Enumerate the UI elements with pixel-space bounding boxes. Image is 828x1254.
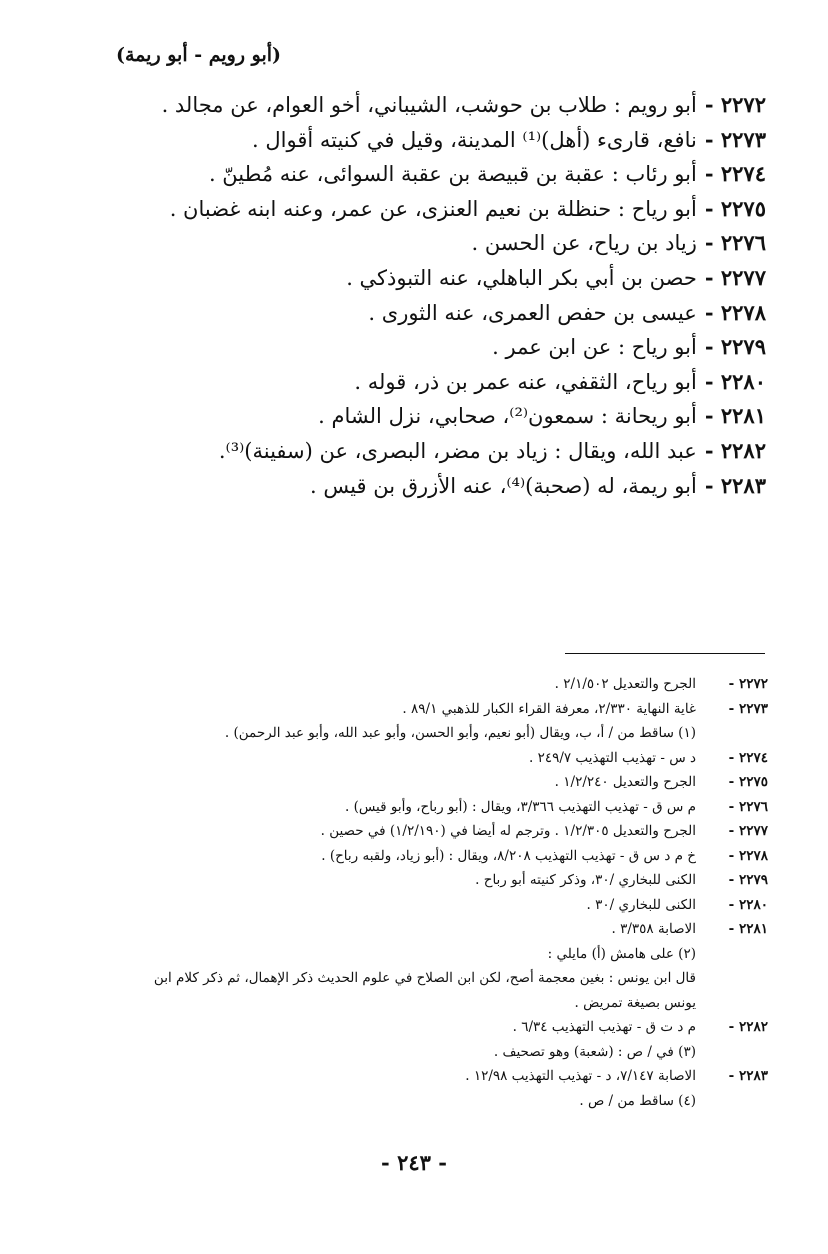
- footnote-row: [108, 819, 768, 844]
- footnote-row: [108, 942, 768, 967]
- footnote-text: خ م د س ق - تهذيب التهذيب ٨/٢٠٨، ويقال : (أبو زياد، ولقبه رباح) .: [321, 847, 696, 864]
- footnote-number: ٢٢٧٢ -: [728, 676, 768, 692]
- entry-number: ٢٢٨٢ -: [704, 437, 766, 463]
- footnote-row: [108, 721, 768, 746]
- footnote-row: [108, 917, 768, 942]
- footnote-row: [108, 966, 768, 991]
- entry-number: ٢٢٨١ -: [704, 403, 766, 429]
- entry-text: أبو ريمة، له (صحبة)⁽⁴⁾، عنه الأزرق بن قيس .: [310, 473, 697, 498]
- entry: [90, 365, 766, 400]
- footnotes: [108, 672, 768, 1113]
- footnote-text: م د ت ق - تهذيب التهذيب ٦/٣٤ .: [512, 1019, 696, 1035]
- footnote-text: الكنى للبخاري /٣٠، وذكر كنيته أبو رباح .: [475, 872, 696, 888]
- footnote-row: [108, 1089, 768, 1114]
- entry-text: أبو رياح : حنظلة بن نعيم العنزى، عن عمر، وعنه ابنه غضبان .: [169, 196, 697, 221]
- footnote-row: [108, 746, 768, 771]
- footnote-text: الاصابة ٣/٣٥٨ .: [611, 921, 696, 937]
- footnote-text: الجرح والتعديل ٢/١/٥٠٢ .: [554, 676, 696, 692]
- footnote-text: (٢) على هامش (أ) مايلي :: [547, 945, 696, 962]
- entry-text: حصن بن أبي بكر الباهلي، عنه التبوذكي .: [346, 265, 697, 290]
- entry-text: أبو رياح، الثقفي، عنه عمر بن ذر، قوله .: [354, 369, 697, 394]
- footnote-text: الكنى للبخاري /٣٠ .: [586, 896, 696, 913]
- entry: [90, 157, 766, 192]
- entry-number: ٢٢٧٧ -: [704, 264, 766, 290]
- footnote-text: غاية النهاية ٢/٣٣٠، معرفة القراء الكبار للذهبي ٨٩/١ .: [402, 700, 696, 717]
- footnote-number: ٢٢٧٧ -: [728, 823, 768, 839]
- footnote-text: (٣) في / ص : (شعبة) وهو تصحيف .: [493, 1043, 696, 1060]
- footnote-row: [108, 672, 768, 697]
- entry-text: زياد بن رياح، عن الحسن .: [471, 231, 697, 256]
- entry-text: أبو رئاب : عقبة بن قبيصة بن عقبة السوائى، عنه مُطينّ .: [208, 162, 697, 187]
- entry-number: ٢٢٨٣ -: [704, 472, 766, 498]
- entry-number: ٢٢٧٣ -: [704, 126, 766, 152]
- footnote-text: الاصابة ٧/١٤٧، د - تهذيب التهذيب ١٢/٩٨ .: [465, 1068, 696, 1084]
- footnote-row: [108, 844, 768, 869]
- entry: [90, 88, 766, 123]
- footnote-number: ٢٢٧٩ -: [728, 872, 768, 888]
- entry-text: نافع، قارىء (أهل)⁽¹⁾ المدينة، وقيل في كنيته أقوال .: [252, 127, 697, 152]
- footnote-number: ٢٢٧٣ -: [728, 700, 768, 717]
- footnote-number: ٢٢٧٤ -: [728, 749, 768, 766]
- footnote-row: [108, 893, 768, 918]
- entry-number: ٢٢٧٩ -: [704, 334, 766, 360]
- entry: [90, 296, 766, 331]
- page-number: - ٢٤٣ -: [381, 1150, 447, 1175]
- entry: [90, 469, 766, 504]
- footnote-number: ٢٢٧٥ -: [728, 774, 768, 790]
- entry-number: ٢٢٧٤ -: [704, 161, 766, 187]
- footnote-text: م س ق - تهذيب التهذيب ٣/٣٦٦، ويقال : (أبو رباح، وأبو قيس) .: [344, 798, 696, 815]
- entry-text: عبد الله، ويقال : زياد بن مضر، البصرى، عن (سفينة)⁽³⁾.: [218, 438, 697, 463]
- running-header: (أبو رويم - أبو ريمة): [116, 44, 282, 66]
- footnote-row: [108, 795, 768, 820]
- footnote-row: [108, 1064, 768, 1089]
- entry: [90, 261, 766, 296]
- entry-number: ٢٢٨٠ -: [704, 368, 766, 394]
- entries-list: [90, 88, 766, 503]
- footnote-text: الجرح والتعديل ١/٢/٣٠٥ . وترجم له أيضا في (١/٢/١٩٠) في حصين .: [320, 823, 696, 839]
- entry-text: أبو رويم : طلاب بن حوشب، الشيباني، أخو العوام، عن مجالد .: [161, 93, 697, 117]
- entry-number: ٢٢٧٢ -: [704, 92, 766, 117]
- footnote-text: الجرح والتعديل ١/٢/٢٤٠ .: [554, 774, 696, 790]
- entry: [90, 192, 766, 227]
- footnote-number: ٢٢٧٨ -: [728, 847, 768, 864]
- footnote-row: [108, 1040, 768, 1065]
- footnote-row: [108, 991, 768, 1016]
- entry: [90, 123, 766, 158]
- entry-text: أبو رياح : عن ابن عمر .: [492, 335, 697, 360]
- entry: [90, 226, 766, 261]
- footnote-number: ٢٢٧٦ -: [728, 798, 768, 815]
- entry-text: أبو ريحانة : سمعون⁽²⁾، صحابي، نزل الشام .: [318, 404, 697, 429]
- footnote-row: [108, 1015, 768, 1040]
- footnote-text: (١) ساقط من / أ، ب، ويقال (أبو نعيم، وأبو الحسن، وأبو عبد الله، وأبو عبد الرحمن) .: [224, 725, 696, 741]
- footnote-text: قال ابن يونس : بغين معجمة أصح، لكن ابن الصلاح في علوم الحديث ذكر الإهمال، ثم ذكر كلام ابن: [153, 970, 696, 986]
- footnote-text: (٤) ساقط من / ص .: [579, 1092, 696, 1109]
- footnote-text: د س - تهذيب التهذيب ٢٤٩/٧ .: [528, 749, 696, 766]
- entry-number: ٢٢٧٨ -: [704, 299, 766, 325]
- entry-text: عيسى بن حفص العمرى، عنه الثورى .: [368, 300, 697, 325]
- footnote-row: [108, 868, 768, 893]
- entry: [90, 330, 766, 365]
- footnote-number: ٢٢٨٣ -: [728, 1068, 768, 1084]
- footnote-text: يونس بصيغة تمريض .: [574, 994, 696, 1011]
- footnote-row: [108, 770, 768, 795]
- entry-number: ٢٢٧٥ -: [704, 195, 766, 221]
- entry: [90, 434, 766, 469]
- footnote-number: ٢٢٨٠ -: [728, 896, 768, 913]
- footnote-row: [108, 697, 768, 722]
- entry-number: ٢٢٧٦ -: [704, 230, 766, 256]
- footnote-divider: [565, 653, 765, 654]
- footnote-number: ٢٢٨٢ -: [728, 1019, 768, 1035]
- entry: [90, 399, 766, 434]
- footnote-number: ٢٢٨١ -: [728, 921, 768, 937]
